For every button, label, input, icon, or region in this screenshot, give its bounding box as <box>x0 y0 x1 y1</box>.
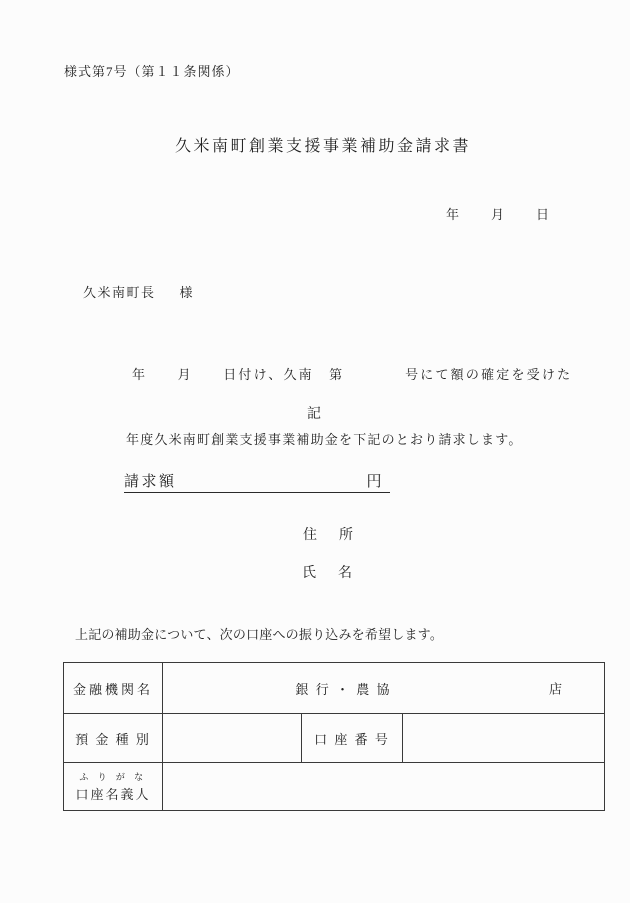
record-marker: 記 <box>307 407 323 422</box>
deposit-type-label-cell: 預 金 種 別 <box>64 714 163 763</box>
institution-value-cell <box>163 663 605 714</box>
claim-amount-line <box>124 470 390 493</box>
account-holder-label-cell <box>64 763 163 811</box>
claim-amount-unit: 円 <box>366 474 384 490</box>
account-holder-value-cell <box>163 763 605 811</box>
table-row-account-holder <box>64 763 605 811</box>
document-title: 久米南町創業支援事業補助金請求書 <box>174 138 471 155</box>
furigana-label: ふ り が な <box>79 772 147 782</box>
account-number-label-cell: 口 座 番 号 <box>302 714 403 763</box>
name-label: 氏 名 <box>302 566 356 581</box>
claim-amount-label: 請求額 <box>124 474 177 490</box>
address-label: 住 所 <box>303 528 357 543</box>
addressee-honorific: 様 <box>179 285 195 300</box>
branch-suffix-label: 店 <box>549 681 563 697</box>
bank-account-table <box>63 662 605 811</box>
account-number-value-cell <box>403 714 605 763</box>
body-line-1: 年 月 日付け、久南 第 号にて額の確定を受けた <box>132 367 573 382</box>
account-holder-label: 口座名義人 <box>75 787 151 802</box>
deposit-type-value-cell <box>163 714 302 763</box>
addressee-row <box>64 266 194 317</box>
institution-label-cell: 金融機関名 <box>64 663 163 714</box>
transfer-note: 上記の補助金について、次の口座への振り込みを希望します。 <box>75 627 444 642</box>
addressee-name: 久米南町長 <box>83 285 156 300</box>
table-row-institution <box>64 663 605 714</box>
table-row-deposit-account <box>64 714 605 763</box>
institution-type-options: 銀 行 ・ 農 協 <box>295 681 392 697</box>
body-line-2: 年度久米南町創業支援事業補助金を下記のとおり請求します。 <box>126 431 523 447</box>
form-number: 様式第7号（第１１条関係） <box>64 64 240 79</box>
date-blank-line: 年 月 日 <box>446 207 552 222</box>
